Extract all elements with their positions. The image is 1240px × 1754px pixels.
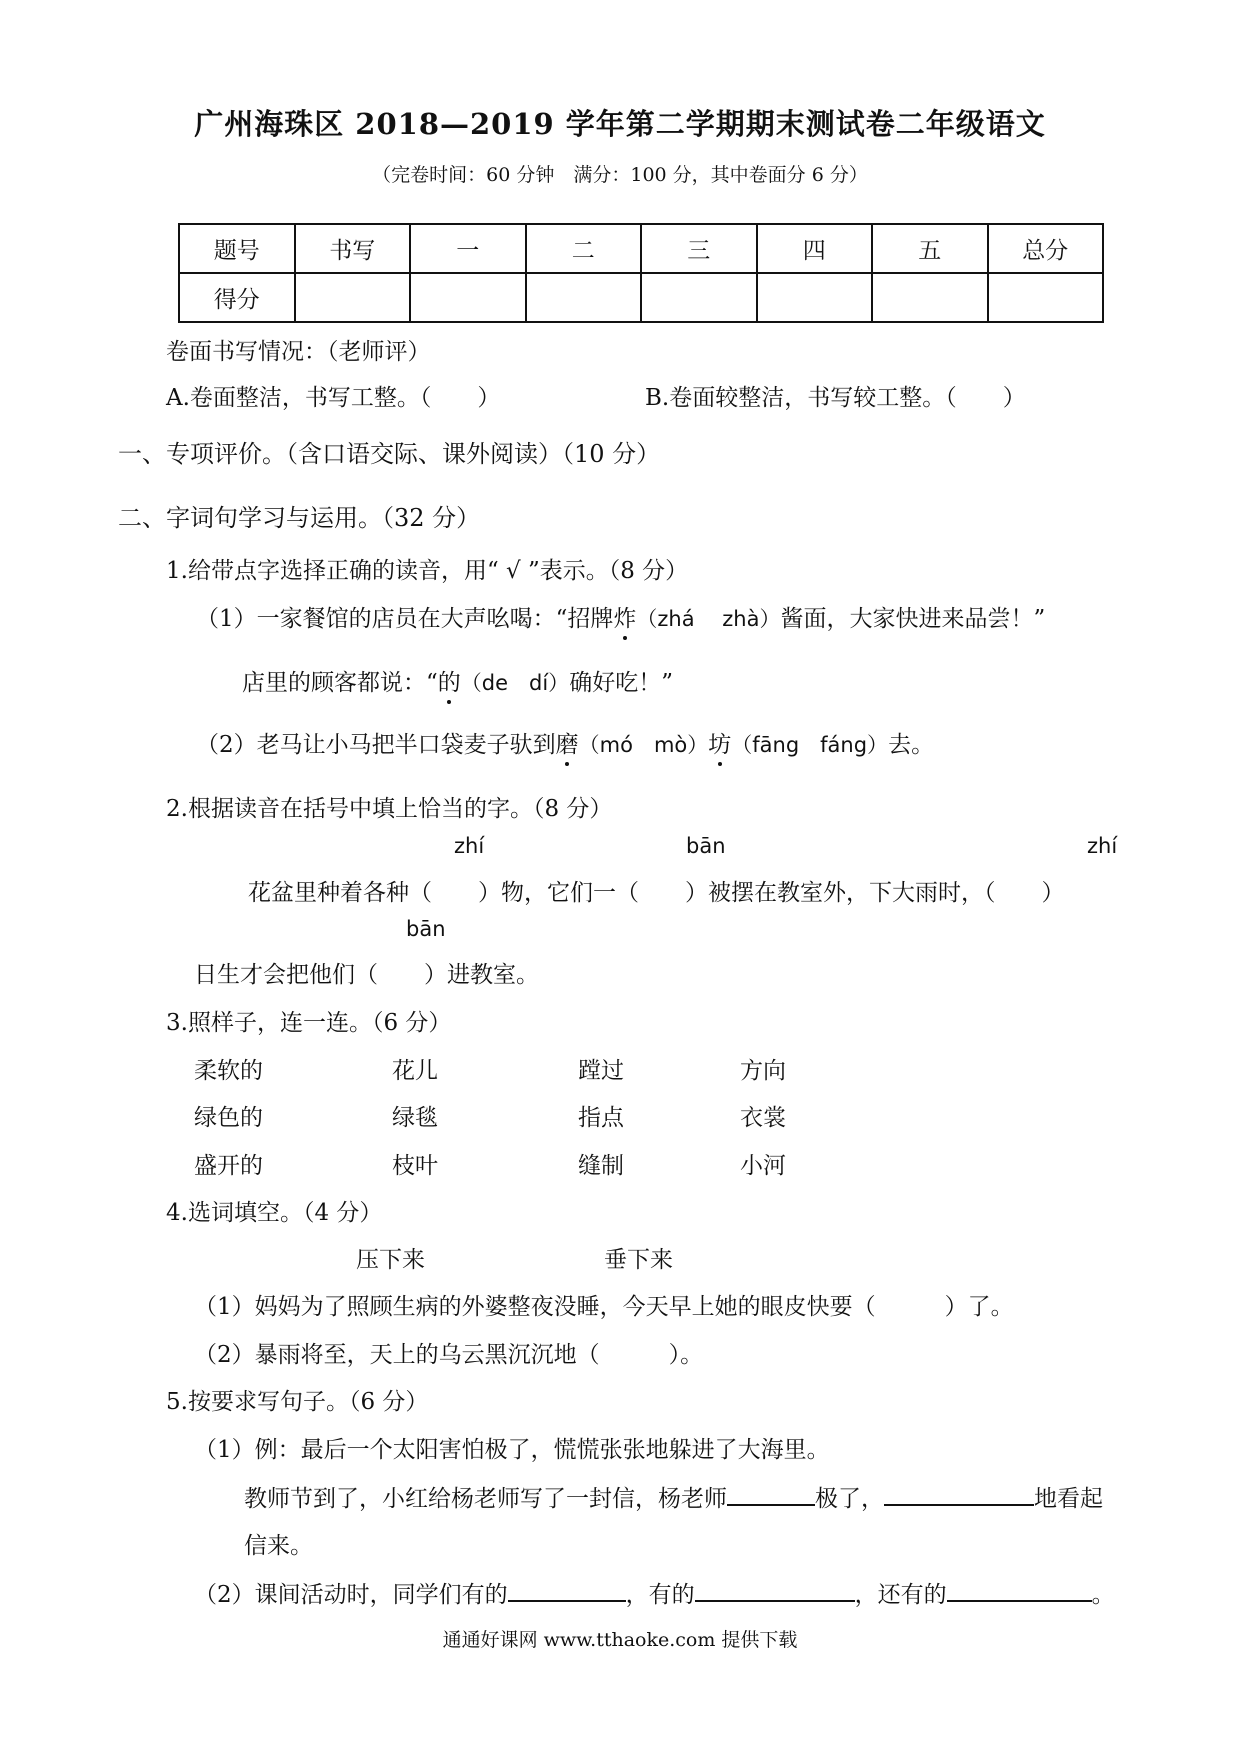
q3-col3-item: 缝制 (578, 1153, 624, 1179)
q5-s1-continuation: 信来。 (244, 1533, 313, 1559)
score-row-label: 得分 (179, 273, 295, 322)
q1-s1-post: 酱面，大家快进来品尝！” (780, 606, 1046, 632)
score-cell[interactable] (295, 273, 411, 322)
score-header-cell: 五 (872, 224, 988, 273)
q3-stem: 3.照样子，连一连。（6 分） (166, 1010, 452, 1036)
score-table-header-row (179, 224, 1103, 273)
score-header-cell: 总分 (988, 224, 1104, 273)
q1-s3-pre: （2）老马让小马把半口袋麦子驮到 (196, 732, 556, 758)
page-subtitle: （完卷时间：60 分钟 满分：100 分，其中卷面分 6 分） (372, 164, 868, 186)
q3-col4-item: 衣裳 (740, 1105, 786, 1131)
q5-sentence-2 (194, 1576, 1115, 1609)
q2-pinyin-3: zhí (1087, 834, 1118, 858)
answer-blank[interactable] (727, 1481, 815, 1506)
page-footer: 通通好课网 www.tthaoke.com 提供下载 (442, 1629, 798, 1651)
writing-option-b: B.卷面较整洁，书写较工整。（ ） (645, 385, 1026, 411)
q1-s1-pinyin: （zhá zhà） (636, 607, 781, 631)
score-header-cell: 三 (641, 224, 757, 273)
q1-s1-dotted-char: 炸 (613, 606, 637, 632)
q3-col1-item: 柔软的 (194, 1058, 263, 1084)
score-cell[interactable] (526, 273, 642, 322)
section2-heading: 二、字词句学习与运用。（32 分） (118, 504, 481, 532)
q3-col4-item: 小河 (740, 1153, 786, 1179)
answer-blank[interactable] (508, 1577, 626, 1602)
q5-s2-part-c: ，还有的 (854, 1582, 947, 1608)
q3-col2-item: 绿毯 (392, 1105, 438, 1131)
q5-s2-part-d: 。 (1091, 1582, 1115, 1608)
q2-line-2: 日生才会把他们（ ）进教室。 (194, 962, 539, 988)
q5-s1-part-b: 极了， (815, 1486, 884, 1512)
q3-col3-item: 蹚过 (578, 1058, 624, 1084)
q3-col1-item: 绿色的 (194, 1105, 263, 1131)
q5-s1-part-c: 地看起 (1034, 1486, 1103, 1512)
q5-s1-part-a: 教师节到了，小红给杨老师写了一封信，杨老师 (244, 1486, 727, 1512)
q5-example: （1）例：最后一个太阳害怕极了，慌慌张张地躲进了大海里。 (194, 1437, 830, 1463)
q3-col2-item: 花儿 (392, 1058, 438, 1084)
q1-stem: 1.给带点字选择正确的读音，用“ √ ”表示。（8 分） (166, 558, 689, 584)
q1-sentence-3 (196, 726, 934, 759)
q5-stem: 5.按要求写句子。（6 分） (166, 1389, 429, 1415)
q2-pinyin-1: zhí (454, 834, 485, 858)
score-header-cell: 书写 (295, 224, 411, 273)
q2-pinyin-4: bān (406, 917, 446, 941)
q4-stem: 4.选词填空。（4 分） (166, 1200, 383, 1226)
q3-col4-item: 方向 (740, 1058, 786, 1084)
q4-sentence-1: （1）妈妈为了照顾生病的外婆整夜没睡，今天早上她的眼皮快要（ ）了。 (194, 1294, 1014, 1320)
q4-word-2: 垂下来 (604, 1247, 673, 1273)
q2-stem: 2.根据读音在括号中填上恰当的字。（8 分） (166, 796, 613, 822)
q1-s1-pre: （1）一家餐馆的店员在大声吆喝：“招牌 (196, 606, 614, 632)
q1-s2-post: 确好吃！” (569, 670, 673, 696)
q1-s3-dotted-char-1: 磨 (555, 732, 579, 758)
q1-s2-dotted-char: 的 (437, 670, 461, 696)
q4-sentence-2: （2）暴雨将至，天上的乌云黑沉沉地（ ）。 (194, 1342, 704, 1368)
q1-s2-pinyin: （de dí） (460, 671, 570, 695)
score-table (178, 223, 1104, 323)
q2-line-1: 花盆里种着各种（ ）物，它们一（ ）被摆在教室外，下大雨时，（ ） (248, 880, 1065, 906)
q5-sentence-1 (244, 1480, 1103, 1513)
q1-sentence-2 (242, 664, 673, 697)
page-title: 广州海珠区 2018—2019 学年第二学期期末测试卷二年级语文 (194, 107, 1046, 141)
score-cell[interactable] (757, 273, 873, 322)
q1-s3-pinyin-2: （fāng fáng） (731, 733, 889, 757)
q3-col2-item: 枝叶 (392, 1153, 438, 1179)
q5-s2-part-a: （2）课间活动时，同学们有的 (194, 1582, 508, 1608)
score-table-score-row (179, 273, 1103, 322)
section1-heading: 一、专项评价。（含口语交际、课外阅读）（10 分） (118, 440, 661, 468)
q3-col1-item: 盛开的 (194, 1153, 263, 1179)
q1-sentence-1 (196, 600, 1045, 633)
score-cell[interactable] (988, 273, 1104, 322)
q1-s2-pre: 店里的顾客都说：“ (242, 670, 438, 696)
score-header-cell: 一 (410, 224, 526, 273)
answer-blank[interactable] (947, 1577, 1092, 1602)
score-cell[interactable] (410, 273, 526, 322)
q1-s3-dotted-char-2: 坊 (708, 732, 732, 758)
q5-s2-part-b: ，有的 (625, 1582, 695, 1608)
q4-word-1: 压下来 (356, 1247, 425, 1273)
q1-s3-pinyin-1: （mó mò） (578, 733, 709, 757)
answer-blank[interactable] (884, 1481, 1034, 1506)
q3-col3-item: 指点 (578, 1105, 624, 1131)
score-cell[interactable] (872, 273, 988, 322)
writing-label: 卷面书写情况：（老师评） (166, 339, 431, 365)
score-header-cell: 题号 (179, 224, 295, 273)
q1-s3-post: 去。 (888, 732, 935, 758)
writing-option-a: A.卷面整洁，书写工整。（ ） (166, 385, 501, 411)
score-header-cell: 二 (526, 224, 642, 273)
answer-blank[interactable] (695, 1577, 855, 1602)
q2-pinyin-2: bān (686, 834, 726, 858)
score-header-cell: 四 (757, 224, 873, 273)
score-cell[interactable] (641, 273, 757, 322)
